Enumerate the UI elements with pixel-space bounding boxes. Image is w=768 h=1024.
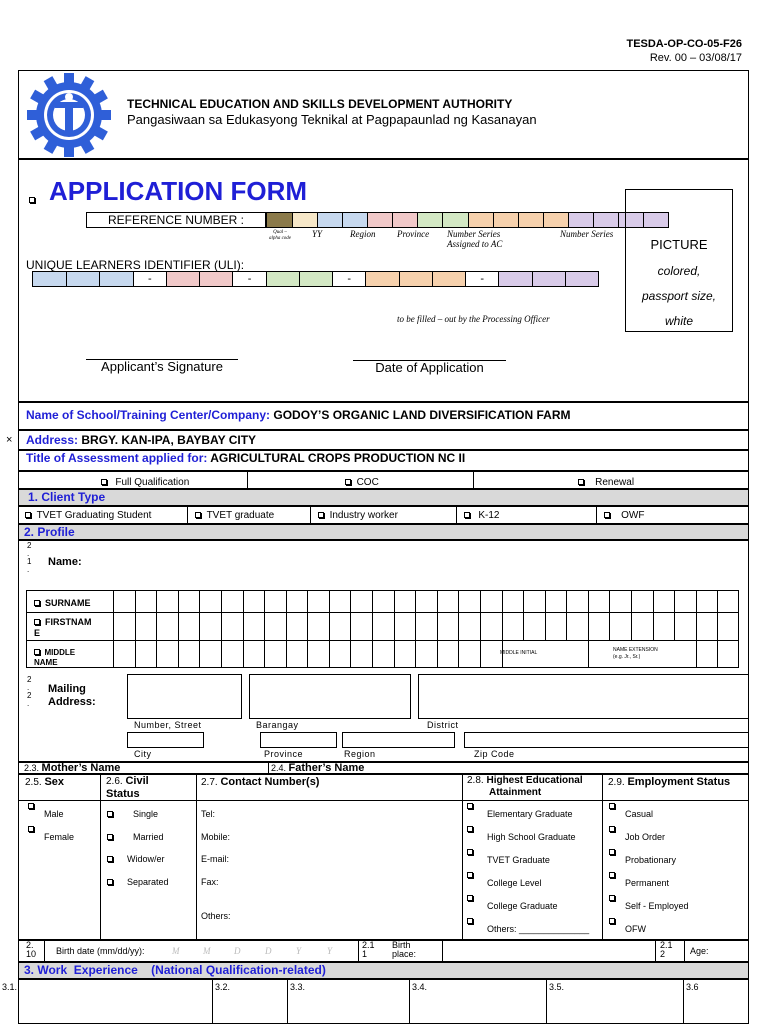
option-full-qualification[interactable]: Full Qualification	[101, 477, 189, 488]
middlename-label: MIDDLE NAME	[34, 648, 76, 667]
checkbox-icon	[604, 512, 610, 518]
birth-date-placeholder: M	[203, 946, 211, 956]
profile-title: 2. Profile	[24, 525, 75, 539]
client-owf[interactable]: OWF	[604, 510, 644, 521]
birth-date-label: Birth date (mm/dd/yy):	[56, 946, 145, 956]
uli-cell[interactable]	[266, 272, 299, 286]
uli-cell[interactable]	[432, 272, 465, 286]
checkbox-icon	[467, 849, 473, 855]
grid-line	[372, 640, 373, 668]
school-row	[26, 408, 571, 422]
grid-line	[329, 590, 330, 640]
checkbox-icon	[107, 879, 113, 885]
school-value[interactable]: GODOY’S ORGANIC LAND DIVERSIFICATION FARM	[273, 408, 571, 422]
name-section-number: 2 . 1 .	[27, 541, 32, 574]
name-extension-label: NAME EXTENSION (e.g. Jr., Sr.)	[613, 647, 658, 660]
reference-label: REFERENCE NUMBER :	[86, 212, 266, 228]
grid-line	[156, 590, 157, 640]
emp-permanent[interactable]: Permanent	[609, 872, 669, 882]
name-label: Name:	[48, 556, 82, 568]
grid-line	[350, 640, 351, 668]
reference-cell[interactable]	[593, 213, 618, 227]
grid-line	[566, 590, 567, 640]
father-name-row[interactable]: 2.4. Father’s Name	[271, 762, 365, 774]
grid-line	[631, 590, 632, 640]
birth-date-placeholder: Y	[327, 946, 333, 956]
edu-college-graduate[interactable]: College Graduate	[467, 895, 558, 905]
civil-separated[interactable]: Separated	[107, 877, 169, 887]
grid-line	[329, 640, 330, 668]
client-type-title: 1. Client Type	[28, 490, 106, 504]
age-number: 2.1 2	[660, 940, 673, 959]
date-application-label: Date of Application	[375, 360, 484, 375]
checkbox-icon	[609, 895, 615, 901]
birth-date-placeholder: D	[265, 946, 272, 956]
work-col-2: 3.2.	[215, 982, 231, 992]
grid-line	[264, 590, 265, 640]
reference-cell[interactable]	[342, 213, 367, 227]
emp-self-employed[interactable]: Self - Employed	[609, 895, 689, 905]
employment-header: 2.9. Employment Status	[608, 776, 731, 788]
grid-line	[199, 590, 200, 640]
emp-job-order[interactable]: Job Order	[609, 826, 665, 836]
uli-cell[interactable]	[465, 272, 498, 286]
ref-sub-series: Number Series	[560, 229, 614, 239]
grid-line	[545, 590, 546, 640]
district-label: District	[427, 720, 459, 730]
contact-email[interactable]: E-mail:	[201, 854, 230, 864]
grid-line	[243, 590, 244, 640]
grid-line	[502, 590, 503, 640]
district-field[interactable]	[418, 674, 749, 719]
grid-line	[156, 640, 157, 668]
age-label[interactable]: Age:	[690, 946, 709, 956]
middle-initial-label: MIDDLE INITIAL	[500, 650, 538, 656]
city-label: City	[134, 749, 152, 759]
edu-others[interactable]: Others: ______________	[467, 918, 589, 928]
assessment-value[interactable]: AGRICULTURAL CROPS PRODUCTION NC II	[210, 451, 466, 465]
grid-line	[437, 640, 438, 668]
tesda-logo-icon	[26, 72, 112, 158]
grid-line	[415, 640, 416, 668]
checkbox-icon	[34, 619, 40, 625]
grid-line	[286, 640, 287, 668]
birthplace-number: 2.1 1	[362, 940, 375, 959]
form-code: TESDA-OP-CO-05-F26	[626, 38, 742, 50]
uli-cell[interactable]	[33, 272, 66, 286]
uli-cell[interactable]	[299, 272, 332, 286]
revision: Rev. 00 – 03/08/17	[649, 52, 742, 64]
checkbox-icon	[609, 918, 615, 924]
signature-label: Applicant’s Signature	[101, 359, 223, 374]
reference-cell[interactable]	[493, 213, 518, 227]
mailing-address-label: Mailing Address:	[48, 683, 96, 708]
edu-college-level[interactable]: College Level	[467, 872, 542, 882]
edu-elementary[interactable]: Elementary Graduate	[467, 803, 573, 813]
reference-cell[interactable]	[518, 213, 543, 227]
work-col-6: 3.6	[686, 982, 699, 992]
reference-cell[interactable]	[392, 213, 417, 227]
grid-line	[307, 640, 308, 668]
ref-sub-region: Region	[350, 229, 376, 239]
grid-line	[415, 590, 416, 640]
uli-cell[interactable]	[232, 272, 265, 286]
uli-cell[interactable]	[332, 272, 365, 286]
assessment-label: Title of Assessment applied for:	[26, 451, 208, 465]
client-k12[interactable]: K-12	[464, 510, 499, 521]
picture-line-1: colored,	[657, 264, 701, 278]
address-label: Address:	[26, 433, 79, 447]
grid-line	[588, 640, 589, 668]
grid-line	[221, 640, 222, 668]
civil-widower[interactable]: Widow/er	[107, 854, 165, 864]
checkbox-icon	[467, 895, 473, 901]
firstname-label: FIRSTNAM E	[34, 617, 92, 638]
form-title: APPLICATION FORM	[49, 176, 308, 206]
uli-cell[interactable]	[365, 272, 398, 286]
processing-note: to be filled – out by the Processing Officer	[397, 314, 550, 324]
grid-line	[394, 640, 395, 668]
edu-tvet[interactable]: TVET Graduate	[467, 849, 550, 859]
checkbox-icon	[467, 826, 473, 832]
reference-cell[interactable]	[543, 213, 568, 227]
edu-high-school[interactable]: High School Graduate	[467, 826, 576, 836]
school-label: Name of School/Training Center/Company:	[26, 408, 271, 422]
work-experience-title: 3. Work Experience (National Qualification-related)	[24, 963, 326, 977]
uli-cell[interactable]	[66, 272, 99, 286]
uli-cell[interactable]	[399, 272, 432, 286]
checkbox-icon	[107, 856, 113, 862]
birth-number: 2. 10	[26, 940, 37, 959]
option-renewal[interactable]: Renewal	[578, 477, 634, 488]
grid-line	[717, 640, 718, 668]
uli-label: UNIQUE LEARNERS IDENTIFIER (ULI):	[26, 258, 245, 272]
grid-line	[458, 640, 459, 668]
grid-line	[480, 590, 481, 640]
sex-header: 2.5. Sex	[25, 776, 65, 788]
mailing-section-number: 2 . 2 .	[27, 675, 32, 708]
checkbox-icon	[34, 649, 40, 655]
checkbox-icon	[609, 826, 615, 832]
picture-title: PICTURE	[650, 237, 708, 252]
address-value[interactable]: BRGY. KAN-IPA, BAYBAY CITY	[81, 433, 257, 447]
reference-cell[interactable]	[417, 213, 442, 227]
grid-line	[372, 590, 373, 640]
agency-name: TECHNICAL EDUCATION AND SKILLS DEVELOPMENT AUTHORITY	[127, 97, 513, 111]
grid-line	[221, 590, 222, 640]
birth-date-placeholder: Y	[296, 946, 302, 956]
contact-others[interactable]: Others:	[201, 911, 231, 921]
grid-line	[696, 640, 697, 668]
civil-single[interactable]: Single	[107, 809, 158, 819]
bullet-icon	[29, 197, 35, 203]
zip-label: Zip Code	[474, 749, 515, 759]
picture-line-3: white	[664, 314, 693, 328]
checkbox-icon	[107, 811, 113, 817]
grid-line	[674, 590, 675, 640]
civil-married[interactable]: Married	[107, 832, 164, 842]
reference-cell[interactable]	[468, 213, 493, 227]
grid-line	[653, 590, 654, 640]
reference-cell[interactable]	[317, 213, 342, 227]
grid-line	[135, 640, 136, 668]
checkbox-icon	[25, 512, 31, 518]
work-col-4: 3.4.	[412, 982, 428, 992]
region-label: Region	[344, 749, 376, 759]
grid-line	[717, 590, 718, 640]
margin-mark: ×	[6, 434, 13, 446]
education-header: 2.8. Highest Educational Attainment	[467, 775, 583, 798]
checkbox-icon	[609, 849, 615, 855]
barangay-label: Barangay	[256, 720, 299, 730]
assessment-row	[26, 451, 465, 465]
barangay-field[interactable]	[249, 674, 411, 719]
picture-box	[625, 189, 733, 332]
uli-cell[interactable]	[99, 272, 132, 286]
checkbox-icon	[578, 479, 584, 485]
grid-line	[286, 590, 287, 640]
ref-sub-province: Province	[397, 229, 430, 239]
address-row	[26, 433, 256, 447]
birth-date-placeholder: M	[172, 946, 180, 956]
grid-line	[609, 590, 610, 640]
reference-cell[interactable]	[267, 213, 292, 227]
grid-line	[480, 640, 481, 668]
checkbox-icon	[464, 512, 470, 518]
work-col-3: 3.3.	[290, 982, 306, 992]
birthplace-label[interactable]: Birth place:	[392, 940, 417, 959]
street-field[interactable]	[127, 674, 242, 719]
grid-line	[135, 590, 136, 640]
emp-probationary[interactable]: Probationary	[609, 849, 676, 859]
uli-separator: -	[147, 273, 152, 285]
contact-mobile[interactable]: Mobile:	[201, 832, 231, 842]
uli-cell[interactable]	[133, 272, 166, 286]
checkbox-icon	[467, 918, 473, 924]
reference-cell[interactable]	[292, 213, 317, 227]
checkbox-icon	[107, 834, 113, 840]
reference-cell[interactable]	[568, 213, 593, 227]
checkbox-icon	[609, 803, 615, 809]
picture-line-2: passport size,	[641, 289, 717, 303]
birth-date-placeholder: D	[234, 946, 241, 956]
grid-line	[437, 590, 438, 640]
grid-line	[243, 640, 244, 668]
reference-cell[interactable]	[367, 213, 392, 227]
checkbox-icon	[345, 479, 351, 485]
emp-casual[interactable]: Casual	[609, 803, 653, 813]
emp-ofw[interactable]: OFW	[609, 918, 646, 928]
checkbox-icon	[467, 803, 473, 809]
checkbox-icon	[34, 600, 40, 606]
checkbox-icon	[609, 872, 615, 878]
grid-line	[113, 590, 114, 668]
reference-number-grid[interactable]	[266, 212, 669, 228]
uli-separator: -	[480, 273, 484, 285]
client-tvet-graduate[interactable]: TVET graduate	[195, 510, 274, 521]
uli-cell[interactable]	[498, 272, 531, 286]
grid-line	[178, 590, 179, 640]
option-coc[interactable]: COC	[345, 477, 379, 488]
surname-label: SURNAME	[34, 598, 91, 608]
client-industry-worker[interactable]: Industry worker	[318, 510, 398, 521]
uli-cell[interactable]	[565, 272, 598, 286]
grid-line	[523, 590, 524, 640]
contact-fax[interactable]: Fax:	[201, 877, 219, 887]
ref-sub-qual: Qual – alpha code	[268, 230, 292, 241]
grid-line	[350, 590, 351, 640]
work-col-5: 3.5.	[549, 982, 565, 992]
grid-line	[178, 640, 179, 668]
uli-separator: -	[347, 273, 352, 285]
uli-cell[interactable]	[166, 272, 199, 286]
checkbox-icon	[28, 826, 34, 832]
region-field[interactable]	[342, 732, 455, 748]
uli-cell[interactable]	[199, 272, 232, 286]
birth-date-field[interactable]	[172, 946, 358, 956]
number-street-label: Number, Street	[134, 720, 202, 730]
sex-male[interactable]: Male	[28, 803, 64, 813]
contact-tel[interactable]: Tel:	[201, 809, 216, 819]
province-field[interactable]	[260, 732, 337, 748]
grid-line	[458, 590, 459, 640]
sex-female[interactable]: Female	[28, 826, 74, 836]
grid-line	[588, 590, 589, 640]
uli-grid[interactable]	[32, 271, 599, 287]
checkbox-icon	[101, 479, 107, 485]
grid-line	[199, 640, 200, 668]
mother-name-row[interactable]: 2.3. Mother’s Name	[24, 762, 121, 774]
checkbox-icon	[318, 512, 324, 518]
zip-field[interactable]	[464, 732, 749, 748]
grid-line	[696, 590, 697, 640]
client-tvet-graduating[interactable]: TVET Graduating Student	[25, 510, 151, 521]
checkbox-icon	[28, 803, 34, 809]
province-label: Province	[264, 749, 304, 759]
uli-separator: -	[247, 273, 252, 285]
checkbox-icon	[195, 512, 201, 518]
agency-tagalog: Pangasiwaan sa Edukasyong Teknikal at Pagpapaunlad ng Kasanayan	[127, 112, 537, 127]
checkbox-icon	[467, 872, 473, 878]
grid-line	[394, 590, 395, 640]
work-col-1: 3.1.	[2, 982, 18, 992]
reference-cell[interactable]	[442, 213, 467, 227]
grid-line	[264, 640, 265, 668]
ref-sub-series-ac: Number Series Assigned to AC	[447, 229, 503, 249]
civil-header: 2.6. Civil Status	[106, 775, 149, 800]
city-field[interactable]	[127, 732, 204, 748]
grid-line	[307, 590, 308, 640]
contact-header: 2.7. Contact Number(s)	[201, 776, 320, 788]
ref-sub-yy: YY	[312, 229, 323, 239]
uli-cell[interactable]	[532, 272, 565, 286]
